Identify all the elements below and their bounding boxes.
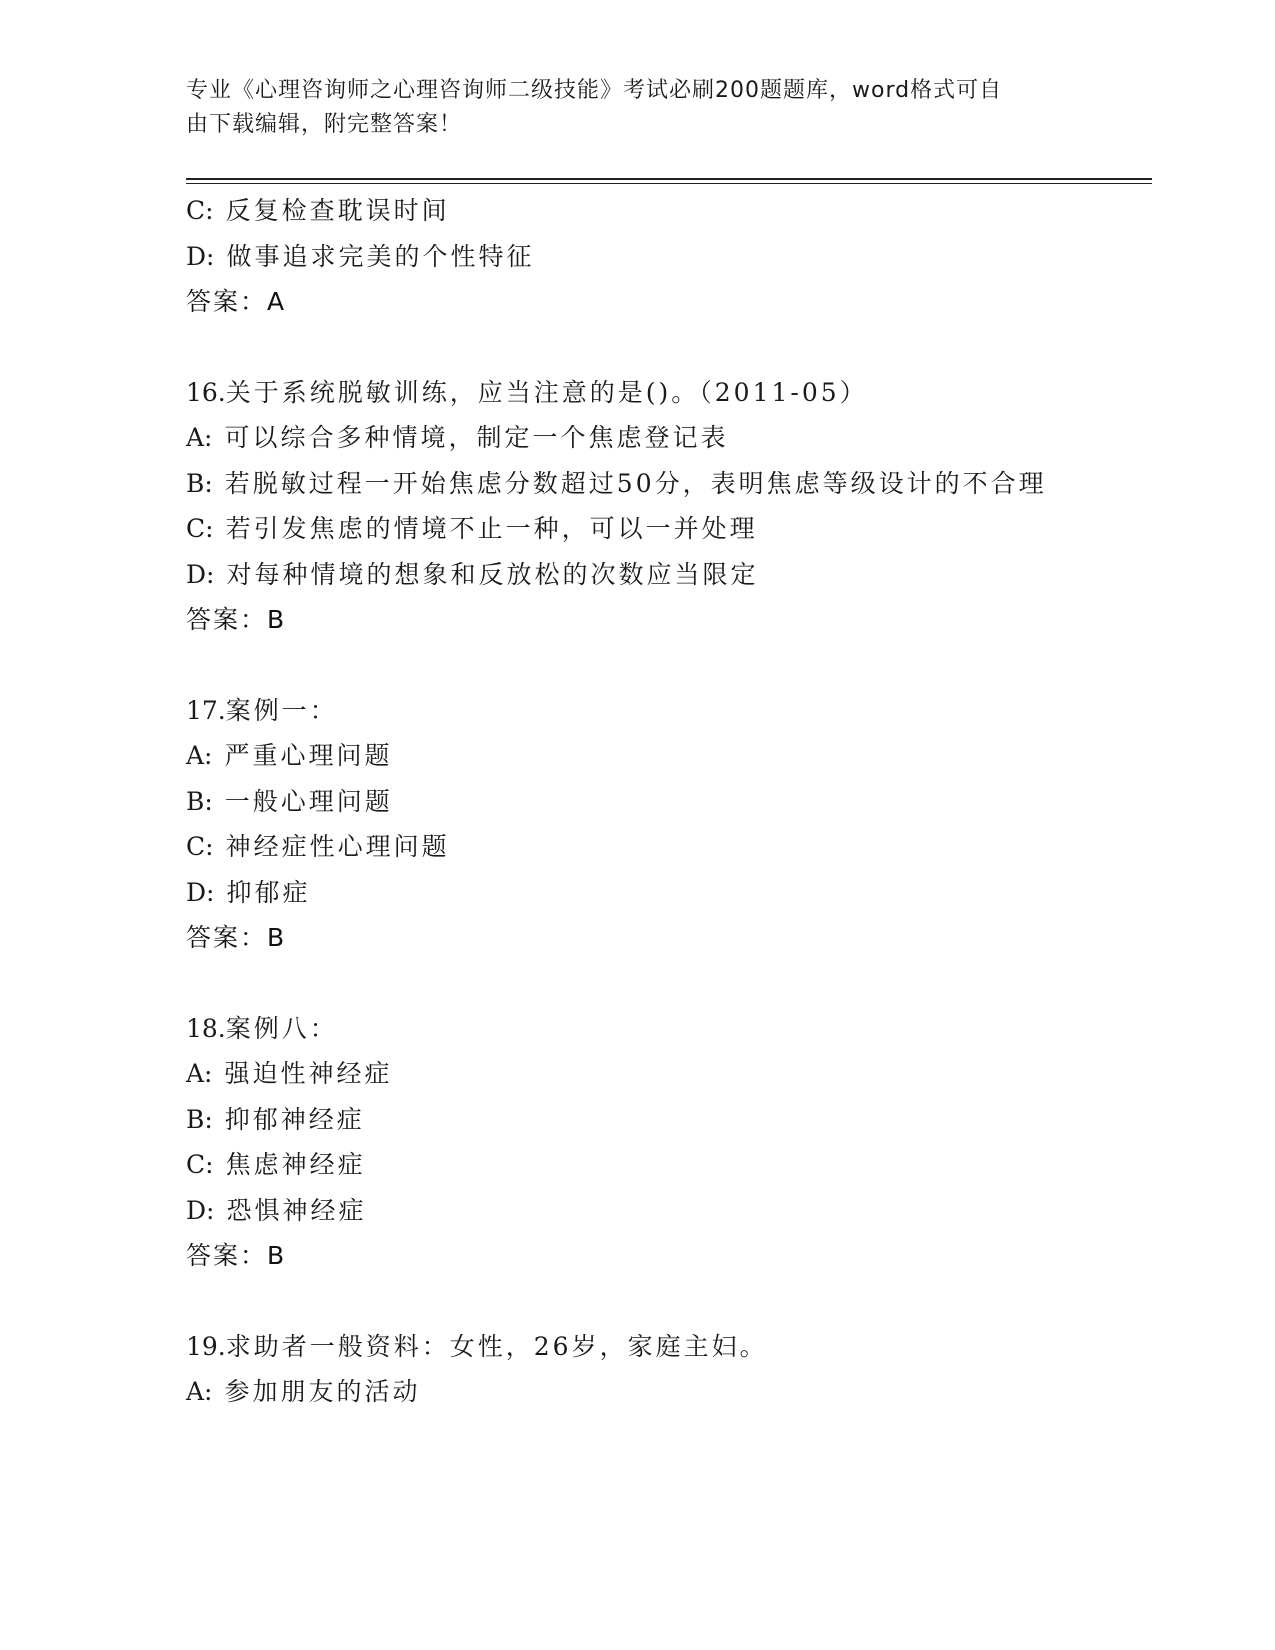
option-b: B: 若脱敏过程一开始焦虑分数超过50分，表明焦虑等级设计的不合理 bbox=[186, 468, 1047, 498]
header-divider-thick bbox=[186, 178, 1152, 180]
header-divider-thin bbox=[186, 183, 1152, 184]
header-line-1: 专业《心理咨询师之心理咨询师二级技能》考试必刷200题题库，word格式可自 bbox=[186, 78, 1003, 103]
option-b: B: 一般心理问题 bbox=[186, 786, 393, 816]
document-header bbox=[186, 74, 1066, 142]
answer-line: 答案：B bbox=[186, 605, 286, 634]
option-d: D: 做事追求完美的个性特征 bbox=[186, 241, 535, 271]
question-stem: 16.关于系统脱敏训练，应当注意的是()。（2011-05） bbox=[186, 377, 868, 407]
option-b: B: 抑郁神经症 bbox=[186, 1104, 365, 1134]
question-stem: 17.案例一： bbox=[186, 695, 338, 725]
question-block-16 bbox=[186, 370, 1126, 643]
option-a: A: 参加朋友的活动 bbox=[186, 1377, 421, 1406]
option-d: D: 对每种情境的想象和反放松的次数应当限定 bbox=[186, 559, 759, 589]
question-block-19 bbox=[186, 1324, 1126, 1415]
option-a: A: 强迫性神经症 bbox=[186, 1059, 393, 1088]
question-stem: 19.求助者一般资料：女性，26岁，家庭主妇。 bbox=[186, 1331, 768, 1361]
option-a: A: 严重心理问题 bbox=[186, 741, 393, 770]
question-block-17 bbox=[186, 688, 1126, 961]
option-d: D: 抑郁症 bbox=[186, 877, 311, 907]
answer-line: 答案：A bbox=[186, 287, 286, 316]
option-c: C: 反复检查耽误时间 bbox=[186, 196, 450, 225]
option-a: A: 可以综合多种情境，制定一个焦虑登记表 bbox=[186, 423, 729, 452]
option-d: D: 恐惧神经症 bbox=[186, 1195, 367, 1225]
option-c: C: 神经症性心理问题 bbox=[186, 832, 450, 861]
question-block-18 bbox=[186, 1006, 1126, 1279]
question-stem: 18.案例八： bbox=[186, 1013, 338, 1043]
header-line-2: 由下载编辑，附完整答案！ bbox=[186, 112, 463, 137]
question-list bbox=[186, 188, 1126, 1415]
option-c: C: 焦虑神经症 bbox=[186, 1150, 366, 1179]
question-block-prev bbox=[186, 188, 1126, 325]
answer-line: 答案：B bbox=[186, 1241, 286, 1270]
answer-line: 答案：B bbox=[186, 923, 286, 952]
option-c: C: 若引发焦虑的情境不止一种，可以一并处理 bbox=[186, 514, 758, 543]
